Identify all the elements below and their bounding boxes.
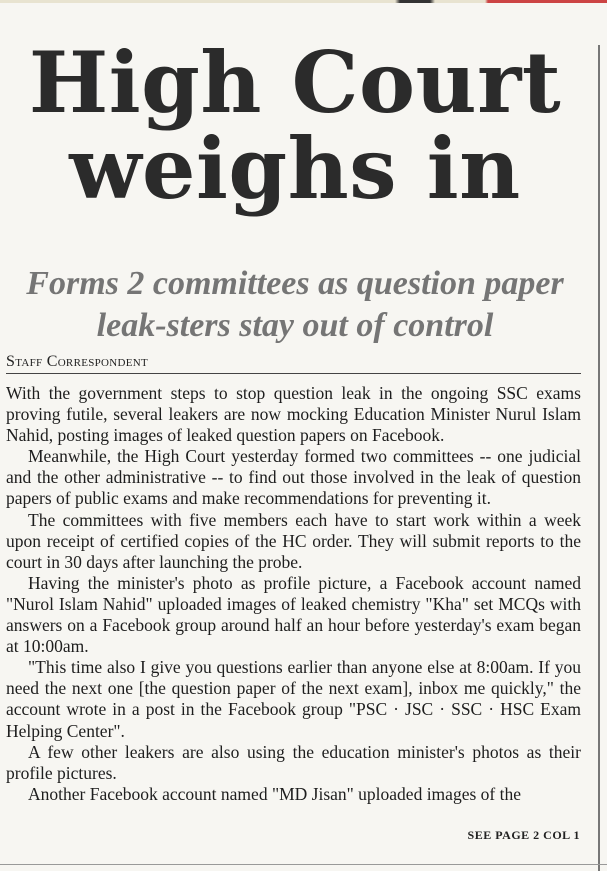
subheadline-line-2: leak-sters stay out of control [96,307,494,344]
paragraph: Meanwhile, the High Court yesterday formed two committees -- one judicial and the other administrative -- to find out those involved in the leak of question papers of public exams and make recommendations for preventing it. [6,446,581,509]
subheadline-line-1: Forms 2 committees as question paper [26,265,564,302]
bottom-rule [0,864,607,865]
top-rule [0,0,607,3]
paragraph: "This time also I give you questions earlier than anyone else at 8:00am. If you need the next one [the question paper of the next exam], inbox me quickly," the account wrote in a post in the Facebook group "PSC · JSC · SSC · HSC Exam Helping Center". [6,657,581,741]
paragraph: Having the minister's photo as profile picture, a Facebook account named "Nurol Islam Nahid" uploaded images of leaked chemistry "Kha" set MCQs with answers on a Facebook group around half an hour before yesterday's exam began at 10:00am. [6,572,581,657]
headline-line-2: weighs in [69,119,521,218]
headline-line-1: High Court [28,33,562,132]
paragraph: A few other leakers are also using the education minister's photos as their profile pictures. [6,741,581,783]
column-rule [598,45,600,871]
article-body [6,383,581,805]
paragraph: Another Facebook account named "MD Jisan" uploaded images of the [28,783,521,804]
paragraph: The committees with five members each have to start work within a week upon receipt of certified copies of the HC order. They will submit reports to the court in 30 days after launching the probe. [6,509,581,572]
byline-divider [6,373,581,374]
paragraph: With the government steps to stop question leak in the ongoing SSC exams proving futile, several leakers are now mocking Education Minister Nurul Islam Nahid, posting images of leaked question papers on Facebook. [6,383,581,446]
headline [0,33,590,218]
byline: Staff Correspondent [6,353,149,370]
continuation-jump[interactable]: SEE PAGE 2 COL 1 [467,828,580,842]
subheadline [0,263,590,347]
